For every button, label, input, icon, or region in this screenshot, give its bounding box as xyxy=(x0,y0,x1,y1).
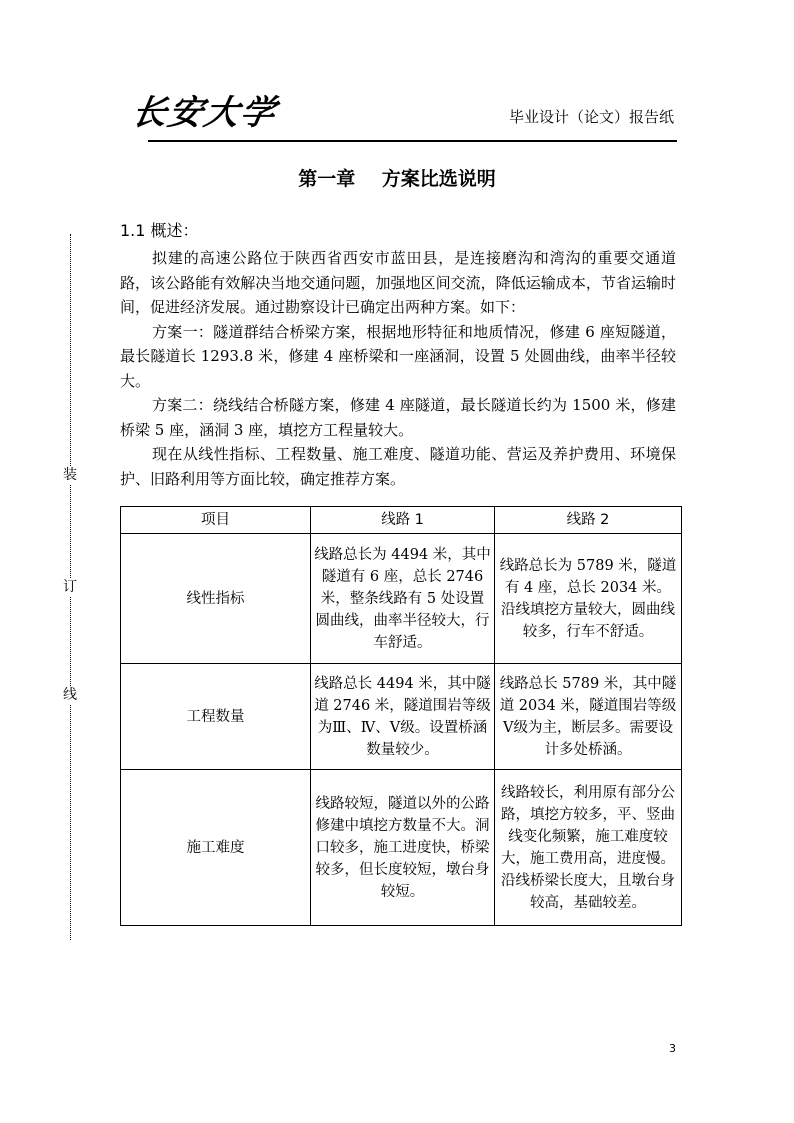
row-route-1: 线路总长为 4494 米，其中隧道有 6 座，总长 2746 米，整条线路有 5 处设置圆曲线，曲率半径较大，行车舒适。 xyxy=(311,534,495,664)
header-route-2: 线路 2 xyxy=(495,507,682,534)
row-route-2: 线路总长为 5789 米，隧道有 4 座，总长 2034 米。沿线填挖方量较大，圆曲线较多，行车不舒适。 xyxy=(495,534,682,664)
report-paper-label: 毕业设计（论文）报告纸 xyxy=(508,108,674,126)
paragraph-intro: 拟建的高速公路位于陕西省西安市蓝田县，是连接磨沟和湾沟的重要交通道路，该公路能有效解决当地交通问题，加强地区间交流，降低运输成本，节省运输时间，促进经济发展。通过勘察设计已确定出两种方案。如下： xyxy=(120,249,676,316)
row-item: 线性指标 xyxy=(121,534,311,664)
row-item: 施工难度 xyxy=(121,770,311,926)
comparison-table xyxy=(120,506,682,926)
header-divider xyxy=(148,140,677,142)
header-route-1: 线路 1 xyxy=(311,507,495,534)
binding-char-ding: 订 xyxy=(63,579,77,595)
table-row xyxy=(121,770,682,926)
row-route-2: 线路总长 5789 米，其中隧道 2034 米，隧道围岩等级Ⅴ级为主，断层多。需要设计多处桥涵。 xyxy=(495,664,682,770)
header-item: 项目 xyxy=(121,507,311,534)
paragraph-plan-two: 方案二：绕线结合桥隧方案，修建 4 座隧道，最长隧道长约为 1500 米，修建桥梁 5 座，涵洞 3 座，填挖方工程量较大。 xyxy=(120,396,676,439)
row-route-1: 线路总长 4494 米，其中隧道 2746 米，隧道围岩等级为Ⅲ、Ⅳ、Ⅴ级。设置桥涵数量较少。 xyxy=(311,664,495,770)
section-heading: 1.1 概述： xyxy=(120,221,199,240)
table-row xyxy=(121,534,682,664)
binding-char-zhuang: 装 xyxy=(63,467,77,483)
paragraph-plan-one: 方案一：隧道群结合桥梁方案，根据地形特征和地质情况，修建 6 座短隧道，最长隧道长 1293.8 米，修建 4 座桥梁和一座涵洞，设置 5 处圆曲线，曲率半径较大。 xyxy=(120,322,676,390)
chapter-title: 第一章 方案比选说明 xyxy=(298,168,496,190)
university-logo: 长安大学 xyxy=(128,93,280,133)
row-route-2: 线路较长，利用原有部分公路，填挖方较多，平、竖曲线变化频繁，施工难度较大，施工费用高，进度慢。沿线桥梁长度大，且墩台身较高，基础较差。 xyxy=(495,770,682,926)
table-header-row xyxy=(121,507,682,534)
table-row xyxy=(121,664,682,770)
row-route-1: 线路较短，隧道以外的公路修建中填挖方数量不大。洞口较多，施工进度快，桥梁较多，但长度较短，墩台身较短。 xyxy=(311,770,495,926)
binding-char-xian: 线 xyxy=(63,687,77,703)
paragraph-comparison: 现在从线性指标、工程数量、施工难度、隧道功能、营运及养护费用、环境保护、旧路利用等方面比较，确定推荐方案。 xyxy=(120,445,676,488)
body-text xyxy=(120,246,676,491)
page-number: 3 xyxy=(669,1042,676,1055)
row-item: 工程数量 xyxy=(121,664,311,770)
